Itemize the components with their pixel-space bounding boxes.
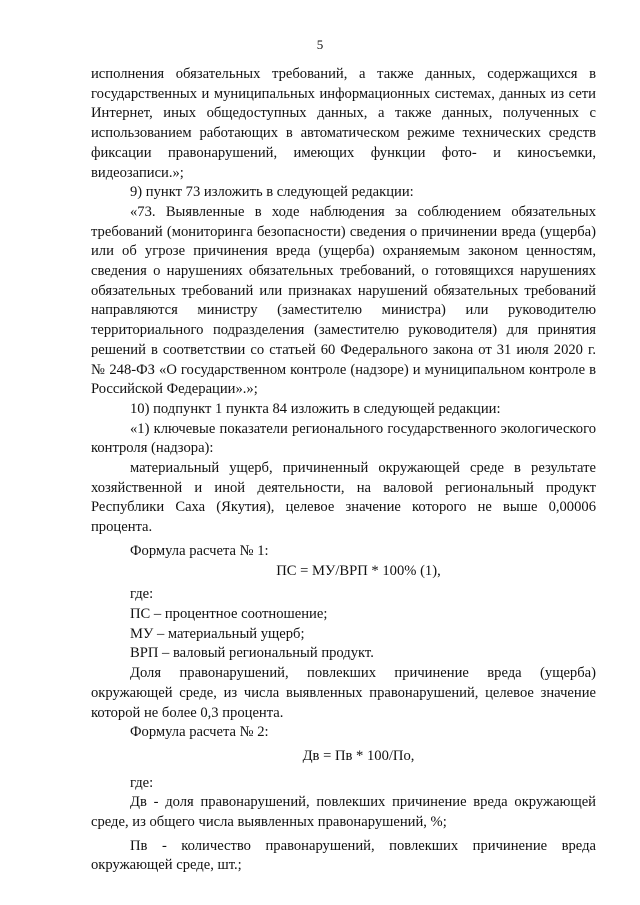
formula-2-heading: Формула расчета № 2: — [130, 724, 269, 741]
paragraph-clause-73: «73. Выявленные в ходе наблюдения за соблюдением обязательных требований (мониторинга безопасности) сведения о причинении вреда (ущерба) или об угрозе причинения вреда (ущерба) охраняемым законом ценностям, сведения о нарушениях обязательных требований, о готовящихся нарушениях обязательных требований или признаках нарушений обязательных требований направляются министру (заместителю министра) или руководителю территориального подразделения (заместителю руководителя) для принятия решений в соответствии со статьей 60 Федерального закона от 31 июля 2020 г. № 248-ФЗ «О государственном контроле (надзоре) и муниципальном контроле в Российской Федерации».»; — [91, 203, 596, 398]
formula-1: ПС = МУ/ВРП * 100% (1), — [276, 562, 441, 579]
paragraph-continuation: исполнения обязательных требований, а также данных, содержащихся в государственных и муниципальных информационных системах, данных из сети Интернет, иных общедоступных данных, а также данных, полученных с использованием работающих в автоматическом режиме технических средств фиксации правонарушений, имеющих функции фото- и киносъемки, видеозаписи.»; — [91, 66, 596, 181]
paragraph-violations-share: Доля правонарушений, повлекших причинение вреда (ущерба) окружающей среде, из числа выявленных правонарушений, целевое значение которой не более 0,3 процента. — [91, 665, 596, 721]
formula-1-def-vrp: ВРП – валовый региональный продукт. — [130, 645, 374, 662]
paragraph-key-indicators: «1) ключевые показатели регионального государственного экологического контроля (надзора): — [91, 420, 596, 457]
formula-1-where: где: — [130, 586, 154, 603]
paragraph-material-damage: материальный ущерб, причиненный окружающей среде в результате хозяйственной и иной деятельности, на валовой региональный продукт Республики Саха (Якутия), целевое значение которого не выше 0,00006 процента. — [91, 460, 596, 536]
formula-1-def-ps: ПС – процентное соотношение; — [130, 605, 328, 622]
paragraph-item-9: 9) пункт 73 изложить в следующей редакции: — [130, 184, 414, 201]
formula-2-def-pv: Пв - количество правонарушений, повлекших причинение вреда окружающей среде, шт.; — [91, 837, 596, 874]
formula-2-def-dv: Дв - доля правонарушений, повлекших причинение вреда окружающей среде, из общего числа выявленных правонарушений, %; — [91, 794, 596, 831]
document-body — [91, 65, 596, 876]
page-number: 5 — [316, 37, 324, 52]
formula-1-heading: Формула расчета № 1: — [130, 542, 269, 559]
formula-2-where: где: — [130, 774, 154, 791]
paragraph-item-10: 10) подпункт 1 пункта 84 изложить в следующей редакции: — [130, 400, 501, 417]
formula-2: Дв = Пв * 100/По, — [302, 747, 415, 764]
formula-1-def-mu: МУ – материальный ущерб; — [130, 625, 305, 642]
